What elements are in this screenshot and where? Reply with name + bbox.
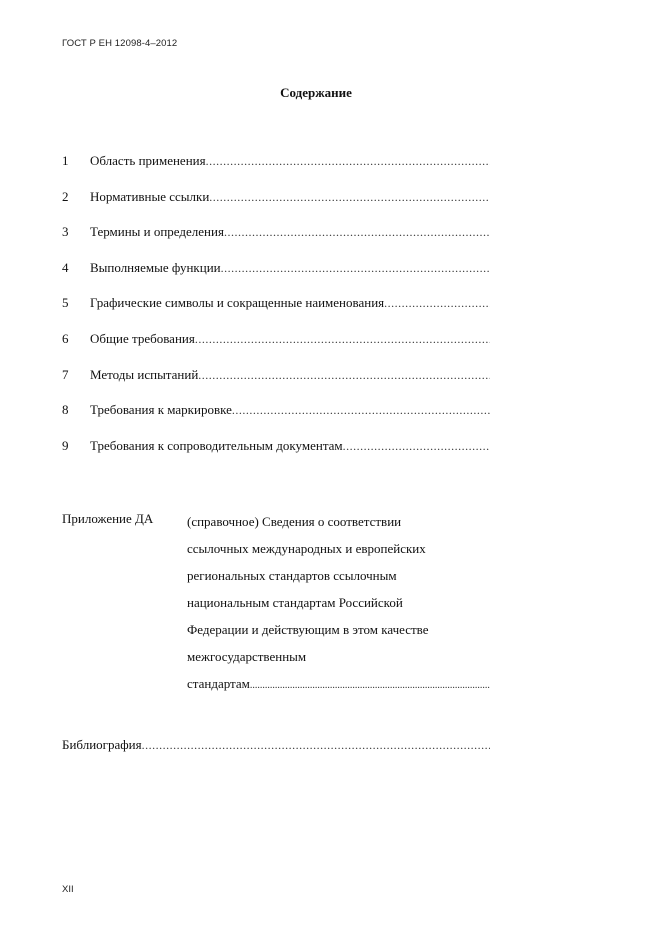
toc-item-number: 2 [62, 188, 69, 204]
toc-bibliography[interactable] [62, 737, 490, 753]
toc-item-number: 8 [62, 402, 69, 418]
appendix-line: национальным стандартам Российской [187, 595, 403, 610]
toc-item-title: Методы испытаний [90, 366, 199, 382]
appendix-line: межгосударственным [187, 649, 307, 664]
dot-leader [221, 261, 490, 276]
toc-item-number: 3 [62, 224, 69, 240]
dot-leader [206, 154, 490, 169]
appendix-line: Федерации и действующим в этом качестве [187, 622, 429, 637]
toc-item-number: 7 [62, 366, 69, 382]
toc-item-number: 5 [62, 295, 69, 311]
table-of-contents [62, 153, 490, 473]
dot-leader [384, 296, 490, 311]
toc-item-title: Термины и определения [90, 224, 224, 240]
toc-item-1[interactable] [62, 153, 490, 189]
toc-item-7[interactable] [62, 367, 490, 403]
toc-item-number: 1 [62, 153, 69, 168]
appendix-line: региональных стандартов ссылочным [187, 568, 397, 583]
appendix-description [187, 511, 490, 700]
toc-item-title: Область применения [90, 153, 206, 168]
toc-item-9[interactable] [62, 438, 490, 474]
toc-item-number: 4 [62, 259, 69, 275]
toc-item-5[interactable] [62, 295, 490, 331]
toc-item-3[interactable] [62, 224, 490, 260]
page-number: XII [62, 884, 74, 895]
bibliography-label: Библиография [62, 737, 142, 752]
dot-leader [232, 403, 490, 418]
toc-item-6[interactable] [62, 331, 490, 367]
toc-item-number: 6 [62, 330, 69, 346]
dot-leader [195, 332, 490, 347]
appendix-line: стандартам [187, 676, 250, 691]
appendix-line: ссылочных международных и европейских [187, 541, 426, 556]
appendix-label: Приложение ДА [62, 511, 154, 526]
contents-heading: Содержание [280, 85, 352, 100]
toc-item-title: Требования к маркировке [90, 402, 232, 418]
toc-item-title: Требования к сопроводительным документам [90, 437, 343, 453]
dot-leader [209, 190, 490, 205]
appendix-last-line [187, 673, 490, 700]
toc-item-number: 9 [62, 437, 69, 453]
dot-leader [142, 738, 490, 753]
toc-item-2[interactable] [62, 189, 490, 225]
dot-leader [250, 675, 490, 697]
toc-item-title: Выполняемые функции [90, 259, 221, 275]
toc-item-title: Общие требования [90, 330, 195, 346]
toc-item-8[interactable] [62, 402, 490, 438]
toc-item-title: Графические символы и сокращенные наименования [90, 295, 385, 311]
dot-leader [224, 225, 490, 240]
toc-item-title: Нормативные ссылки [90, 188, 210, 204]
appendix-line: (справочное) Сведения о соответствии [187, 514, 402, 529]
document-code: ГОСТ Р ЕН 12098-4–2012 [62, 38, 178, 49]
dot-leader [198, 368, 490, 383]
toc-item-4[interactable] [62, 260, 490, 296]
dot-leader [343, 439, 490, 454]
